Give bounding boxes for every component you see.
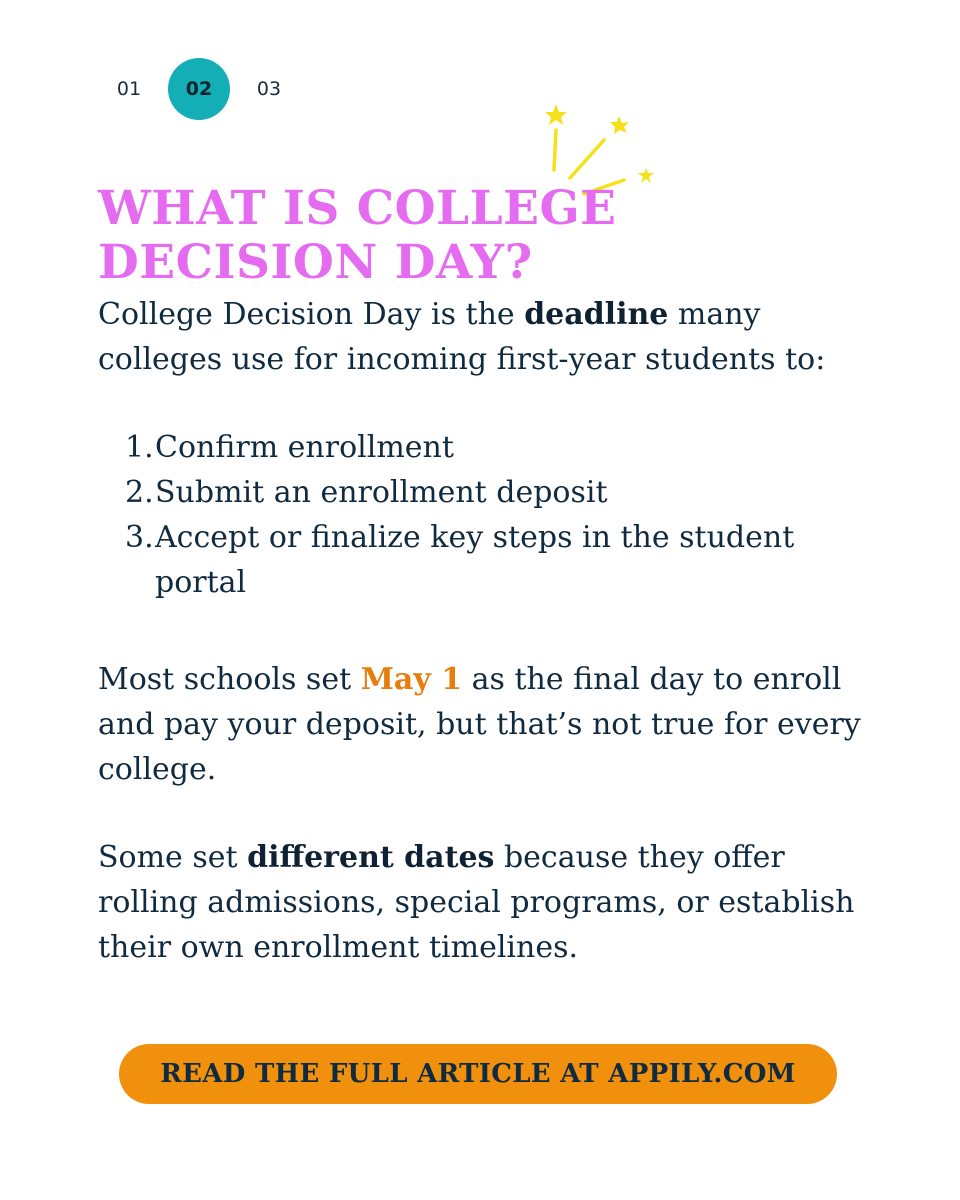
intro-text-end: many colleges use for incoming first-year students to: <box>98 297 826 377</box>
list-item <box>98 470 878 515</box>
title-line-2: DECISION DAY? <box>98 235 533 290</box>
steps-list <box>98 425 878 605</box>
intro-paragraph <box>98 292 878 382</box>
slide-pager <box>98 58 300 120</box>
page-title <box>98 182 616 290</box>
list-item-text: Submit an enrollment deposit <box>155 475 608 510</box>
para2-text-start: Most schools set <box>98 662 361 697</box>
list-item-text: Accept or finalize key steps in the student portal <box>155 520 795 600</box>
list-item <box>98 425 878 470</box>
may-deadline-paragraph <box>98 657 878 792</box>
different-dates-paragraph <box>98 835 878 970</box>
page-indicator-1[interactable]: 01 <box>116 78 142 100</box>
title-line-1: WHAT IS COLLEGE <box>98 181 617 236</box>
read-article-button[interactable]: READ THE FULL ARTICLE AT APPILY.COM <box>119 1044 837 1104</box>
list-number: 3. <box>125 520 154 555</box>
may-1-highlight: May 1 <box>360 662 463 697</box>
intro-text-start: College Decision Day is the <box>98 297 525 332</box>
list-item-text: Confirm enrollment <box>155 430 454 465</box>
list-item <box>98 515 878 605</box>
para3-text-end: because they offer rolling admissions, special programs, or establish their own enrollment timelines. <box>98 840 855 965</box>
list-number: 2. <box>125 475 154 510</box>
list-number: 1. <box>125 430 154 465</box>
page-indicator-2-active[interactable]: 02 <box>168 58 230 120</box>
page-indicator-3[interactable]: 03 <box>256 78 282 100</box>
different-dates-bold: different dates <box>247 840 495 875</box>
para3-text-start: Some set <box>98 840 248 875</box>
intro-bold-deadline: deadline <box>524 297 669 332</box>
para2-text-end: as the final day to enroll and pay your deposit, but that’s not true for every college. <box>98 662 861 787</box>
